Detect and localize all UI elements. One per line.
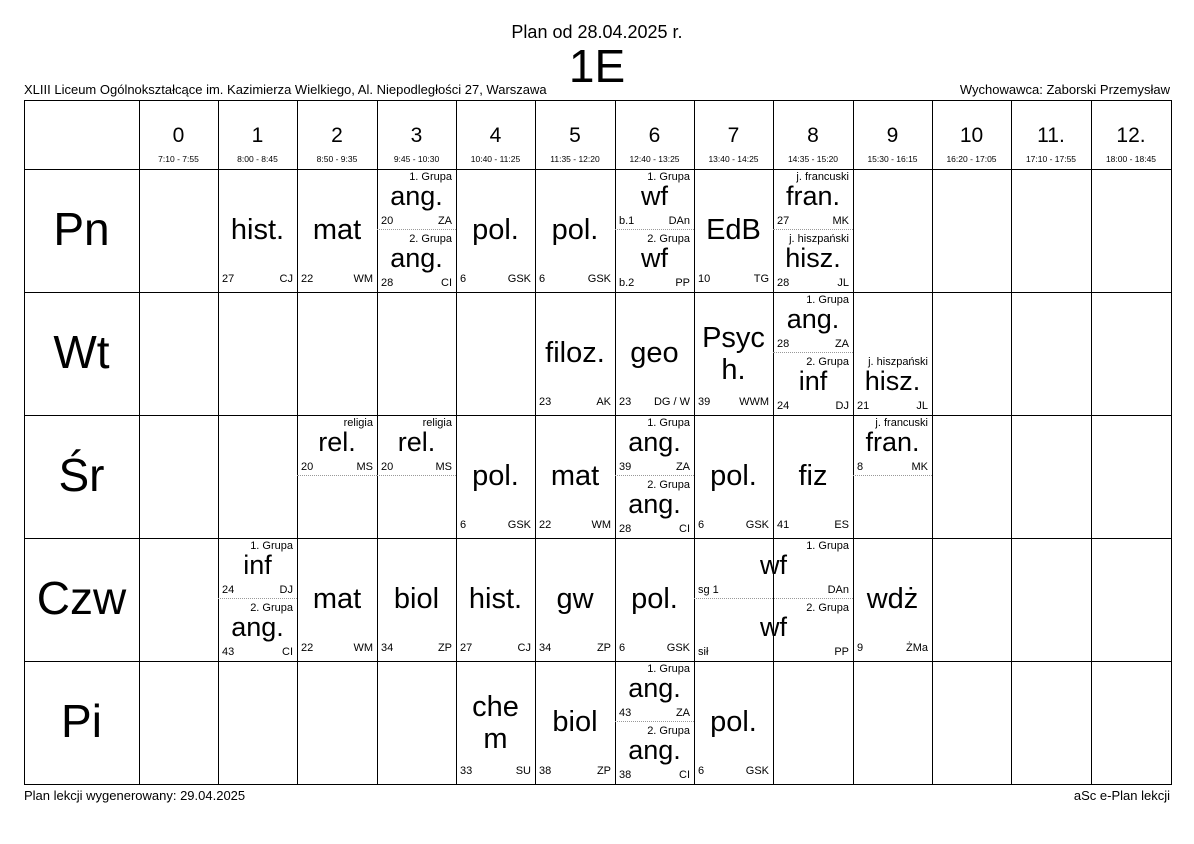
subject-name: ang.	[628, 489, 681, 519]
subject-name: inf	[243, 550, 272, 580]
room-number: sg 1	[698, 584, 719, 596]
subject-name: wf	[641, 181, 668, 211]
lesson-cell[interactable]	[456, 661, 535, 784]
teacher-code: MK	[832, 215, 849, 227]
room-number: 22	[539, 519, 552, 531]
teacher-code: ZA	[675, 707, 690, 719]
room-number: 34	[539, 642, 552, 654]
subject-name: biol	[552, 706, 598, 738]
subject-name: ang.	[231, 612, 284, 642]
room-number: 27	[777, 215, 790, 227]
lesson-cell[interactable]	[377, 415, 456, 476]
period-number: 2	[331, 124, 343, 147]
period-number: 12.	[1116, 124, 1146, 147]
half-divider	[615, 229, 694, 230]
teacher-code: GSK	[507, 519, 531, 531]
subject-name: pol.	[631, 583, 678, 615]
day-label: Pi	[61, 695, 102, 747]
teacher-code: DG / W	[653, 396, 690, 408]
room-number: 24	[222, 584, 235, 596]
subject-name: ang.	[786, 304, 840, 334]
room-number: 22	[301, 642, 314, 654]
room-number: 43	[222, 646, 235, 658]
period-number: 8	[807, 124, 819, 147]
teacher-code: ŻMa	[906, 642, 928, 654]
lesson-cell[interactable]	[615, 169, 694, 230]
teacher-code: WM	[591, 519, 611, 531]
subject-name: mat	[550, 460, 600, 492]
column-separator	[1091, 100, 1092, 784]
room-number: 28	[777, 277, 790, 289]
lesson-cell[interactable]	[535, 661, 615, 784]
half-divider	[773, 352, 853, 353]
lesson-cell[interactable]	[456, 415, 535, 538]
period-time: 8:00 - 8:45	[237, 154, 278, 164]
teacher-code: GSK	[666, 642, 690, 654]
room-number: b.1	[619, 215, 635, 227]
period-number: 1	[251, 124, 264, 147]
column-separator	[932, 100, 933, 784]
room-number: 28	[777, 338, 790, 350]
column-separator	[139, 100, 140, 784]
subject-name: hist.	[230, 214, 285, 246]
teacher-code: GSK	[745, 519, 769, 531]
subject-name: wf	[760, 612, 787, 642]
teacher-code: WWM	[739, 396, 769, 408]
lesson-cell[interactable]	[853, 538, 932, 661]
lesson-cell[interactable]	[456, 538, 535, 661]
subject-name: geo	[630, 337, 679, 369]
group-label: j. francuski	[875, 417, 928, 429]
subject-name: fran.	[785, 181, 841, 211]
teacher-code: DAn	[668, 215, 690, 227]
subject-name: wf	[760, 550, 787, 580]
subject-name: ang.	[628, 427, 681, 457]
group-label: religia	[422, 417, 452, 429]
period-number: 10	[959, 124, 984, 147]
period-time: 9:45 - 10:30	[393, 154, 440, 164]
group-label: 2. Grupa	[806, 602, 849, 614]
teacher-code: CI	[282, 646, 293, 658]
room-number: 38	[619, 769, 632, 781]
group-label: 2. Grupa	[806, 356, 849, 368]
subject-name: rel.	[318, 427, 356, 457]
subject-name: pol.	[472, 214, 519, 246]
border-bottom	[24, 784, 1172, 785]
period-number: 5	[569, 124, 581, 147]
room-number: b.2	[619, 277, 635, 289]
room-number: 41	[777, 519, 790, 531]
room-number: 20	[381, 215, 394, 227]
subject-name: ang.	[628, 673, 681, 703]
subject-name: hisz.	[864, 366, 921, 396]
lesson-cell[interactable]	[773, 354, 853, 415]
lesson-cell[interactable]	[297, 538, 377, 661]
room-number: 6	[698, 765, 705, 777]
room-number: 28	[619, 523, 632, 535]
subject-name: gw	[556, 583, 594, 615]
lesson-cell[interactable]	[377, 231, 456, 292]
room-number: 34	[381, 642, 394, 654]
teacher-code: ZA	[675, 461, 690, 473]
room-number: 21	[857, 400, 870, 412]
half-divider	[773, 229, 853, 230]
group-label: 2. Grupa	[250, 602, 293, 614]
room-number: 8	[857, 461, 864, 473]
period-number: 7	[727, 124, 740, 147]
group-label: 1. Grupa	[647, 663, 690, 675]
teacher-code: ZP	[596, 765, 611, 777]
lesson-cell[interactable]	[377, 169, 456, 230]
lesson-cell[interactable]	[615, 477, 694, 538]
room-number: 39	[698, 396, 711, 408]
group-label: 1. Grupa	[647, 171, 690, 183]
half-divider	[615, 475, 694, 476]
plan-title: Plan od 28.04.2025 r.	[511, 22, 683, 42]
subject-name: inf	[798, 366, 828, 396]
teacher-code: MS	[435, 461, 452, 473]
teacher-code: DJ	[835, 400, 849, 412]
lesson-cell[interactable]	[773, 169, 853, 230]
teacher-code: CI	[441, 277, 452, 289]
room-number: 43	[619, 707, 632, 719]
subject-name: EdB	[706, 214, 761, 246]
subject-name: pol.	[551, 214, 599, 246]
subject-name: pol.	[710, 706, 757, 738]
room-number: 10	[698, 273, 711, 285]
lesson-cell[interactable]	[694, 292, 773, 415]
lesson-cell[interactable]	[297, 415, 377, 476]
teacher-code: GSK	[745, 765, 769, 777]
app-brand: aSc e-Plan lekcji	[1073, 788, 1170, 803]
lesson-cell[interactable]	[773, 292, 853, 353]
room-number: 38	[539, 765, 552, 777]
teacher-code: CI	[679, 769, 690, 781]
period-time: 18:00 - 18:45	[1105, 154, 1157, 164]
period-time: 16:20 - 17:05	[946, 154, 997, 164]
teacher-code: ZP	[596, 642, 611, 654]
group-label: 1. Grupa	[806, 540, 849, 552]
border-right	[1171, 100, 1172, 785]
subject-name: rel.	[397, 427, 436, 457]
generated-date: Plan lekcji wygenerowany: 29.04.2025	[24, 788, 246, 803]
lesson-cell[interactable]	[218, 169, 297, 292]
lesson-cell[interactable]	[456, 169, 535, 292]
group-label: 2. Grupa	[647, 725, 690, 737]
teacher-code: CI	[679, 523, 690, 535]
subject-name: fiz	[798, 460, 828, 492]
half-divider	[694, 598, 853, 599]
teacher-code: WM	[353, 642, 373, 654]
teacher-code: PP	[834, 646, 849, 658]
subject-name: ang.	[390, 243, 443, 273]
period-time: 17:10 - 17:55	[1025, 154, 1077, 164]
period-number: 3	[410, 124, 423, 147]
room-number: 6	[698, 519, 705, 531]
teacher-code: JL	[837, 277, 849, 289]
column-separator	[1011, 100, 1012, 784]
subject-name: pol.	[710, 460, 757, 492]
period-number: 6	[648, 124, 661, 147]
lesson-cell[interactable]	[853, 415, 932, 476]
teacher-code: DAn	[827, 584, 849, 596]
subject-name: wdż	[866, 583, 919, 615]
lesson-cell[interactable]	[615, 538, 694, 661]
room-number: 6	[539, 273, 546, 285]
half-divider	[377, 229, 456, 230]
lesson-cell[interactable]	[535, 538, 615, 661]
teacher-code: WM	[353, 273, 373, 285]
subject-name: Psyc h.	[702, 322, 765, 386]
class-name: 1E	[568, 40, 626, 92]
period-time: 12:40 - 13:25	[629, 154, 680, 164]
group-label: 2. Grupa	[647, 479, 690, 491]
room-number: 22	[301, 273, 314, 285]
room-number: 23	[619, 396, 632, 408]
period-number: 9	[886, 124, 899, 147]
period-number: 4	[489, 124, 502, 147]
group-label: 2. Grupa	[647, 233, 690, 245]
day-label: Śr	[58, 449, 105, 501]
subject-name: ang.	[390, 181, 443, 211]
period-time: 7:10 - 7:55	[158, 154, 199, 164]
teacher-code: GSK	[587, 273, 611, 285]
period-time: 14:35 - 15:20	[787, 154, 839, 164]
teacher-code: CJ	[517, 642, 531, 654]
room-number: 33	[460, 765, 473, 777]
subject-name: pol.	[472, 460, 519, 492]
group-label: 1. Grupa	[647, 417, 690, 429]
lesson-cell[interactable]	[297, 169, 377, 292]
period-time: 8:50 - 9:35	[316, 154, 358, 164]
subject-name: ang.	[628, 735, 681, 765]
teacher-code: MK	[911, 461, 928, 473]
room-number: 6	[460, 519, 467, 531]
lesson-cell[interactable]	[535, 292, 615, 415]
teacher-code: CJ	[279, 273, 293, 285]
subject-name: fran.	[865, 427, 920, 457]
day-label: Czw	[36, 572, 127, 624]
lesson-cell[interactable]	[694, 661, 773, 784]
subject-name: mat	[312, 214, 362, 246]
subject-name: hisz.	[785, 243, 841, 273]
group-label: j. francuski	[796, 171, 849, 183]
teacher-code: DJ	[279, 584, 293, 596]
lesson-cell[interactable]	[377, 538, 456, 661]
room-number: 6	[460, 273, 467, 285]
teacher-code: ZA	[437, 215, 452, 227]
day-label: Wt	[53, 326, 110, 378]
lesson-cell[interactable]	[694, 415, 773, 538]
group-label: 2. Grupa	[409, 233, 452, 245]
period-number: 0	[172, 124, 185, 147]
half-divider	[377, 475, 456, 476]
half-divider	[615, 721, 694, 722]
lesson-cell[interactable]	[615, 415, 694, 476]
lesson-cell[interactable]	[853, 354, 932, 415]
lesson-cell[interactable]	[615, 292, 694, 415]
teacher-code: AK	[596, 396, 611, 408]
lesson-cell[interactable]	[218, 538, 297, 599]
room-number: 20	[301, 461, 314, 473]
subject-name: hist.	[468, 583, 523, 615]
lesson-cell[interactable]	[615, 231, 694, 292]
period-time: 10:40 - 11:25	[470, 154, 521, 164]
teacher-code: SU	[515, 765, 531, 777]
lesson-cell[interactable]	[694, 169, 773, 292]
period-number: 11.	[1037, 124, 1065, 147]
subject-name: che m	[472, 691, 519, 755]
teacher-code: JL	[916, 400, 928, 412]
teacher-code: TG	[753, 273, 769, 285]
room-number: 27	[460, 642, 473, 654]
homeroom-teacher: Wychowawca: Zaborski Przemysław	[959, 82, 1170, 97]
room-number: 27	[222, 273, 235, 285]
period-time: 15:30 - 16:15	[867, 154, 918, 164]
half-divider	[218, 598, 297, 599]
group-label: 1. Grupa	[409, 171, 452, 183]
subject-name: wf	[641, 243, 668, 273]
room-number: sił	[698, 646, 709, 658]
group-label: 1. Grupa	[806, 294, 849, 306]
subject-name: biol	[393, 583, 440, 615]
room-number: 28	[381, 277, 394, 289]
room-number: 39	[619, 461, 632, 473]
half-divider	[297, 475, 377, 476]
lesson-cell[interactable]	[535, 169, 615, 292]
room-number: 23	[539, 396, 552, 408]
room-number: 6	[619, 642, 626, 654]
period-time: 13:40 - 14:25	[708, 154, 759, 164]
teacher-code: GSK	[507, 273, 531, 285]
lesson-cell[interactable]	[773, 231, 853, 292]
teacher-code: PP	[675, 277, 690, 289]
teacher-code: MS	[356, 461, 373, 473]
period-time: 11:35 - 12:20	[550, 154, 600, 164]
lesson-cell[interactable]	[218, 600, 297, 661]
group-label: 1. Grupa	[250, 540, 293, 552]
lesson-cell[interactable]	[694, 538, 853, 599]
subject-name: mat	[312, 583, 362, 615]
subject-name: filoz.	[545, 337, 605, 369]
teacher-code: ZA	[834, 338, 849, 350]
teacher-code: ES	[834, 519, 849, 531]
room-number: 9	[857, 642, 864, 654]
lesson-cell[interactable]	[694, 600, 853, 661]
border-top	[24, 100, 1172, 101]
room-number: 20	[381, 461, 394, 473]
group-label: religia	[343, 417, 373, 429]
half-divider	[853, 475, 932, 476]
lesson-cell[interactable]	[535, 415, 615, 538]
lesson-cell[interactable]	[773, 415, 853, 538]
lesson-cell[interactable]	[615, 723, 694, 784]
school-info: XLIII Liceum Ogólnokształcące im. Kazimierza Wielkiego, Al. Niepodległości 27, Warszawa	[24, 82, 547, 97]
lesson-cell[interactable]	[615, 661, 694, 722]
teacher-code: ZP	[437, 642, 452, 654]
group-label: j. hiszpański	[868, 356, 928, 368]
day-label: Pn	[53, 203, 110, 255]
room-number: 24	[777, 400, 790, 412]
group-label: j. hiszpański	[789, 233, 849, 245]
